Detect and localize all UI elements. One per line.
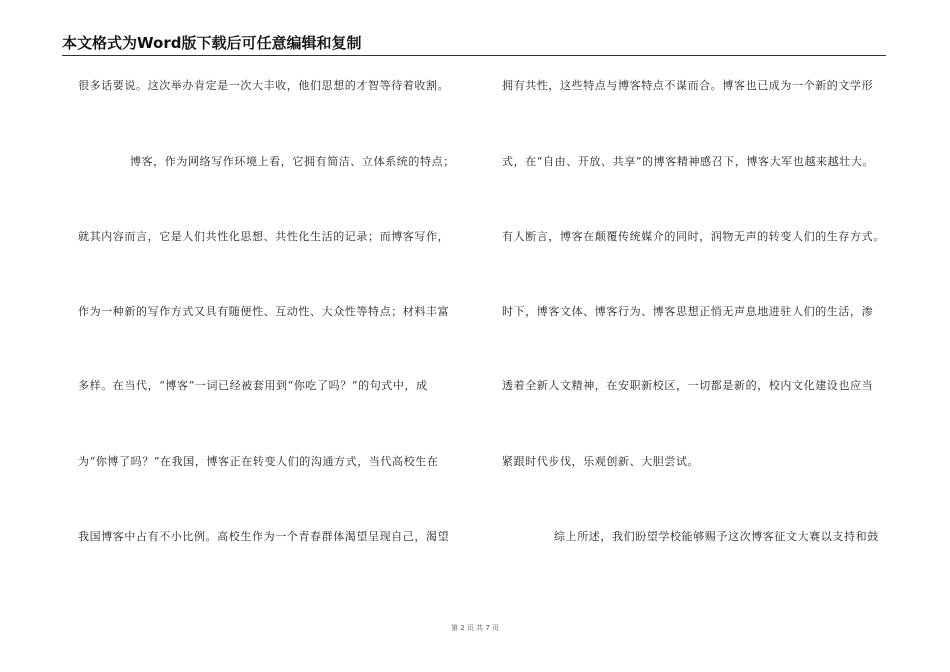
text-line: 综上所述，我们盼望学校能够赐予这次博客征文大赛以支持和鼓	[554, 530, 879, 543]
text-line: 就其内容而言，它是人们共性化思想、共性化生活的记录；而博客写作，	[78, 230, 450, 243]
document-header	[62, 33, 886, 56]
text-line: 我国博客中占有不小比例。高校生作为一个青春群体渴望呈现自己，渴望	[78, 530, 450, 543]
text-line: 透着全新人文精神，在安职新校区，一切都是新的，校内文化建设也应当	[502, 379, 874, 392]
text-line: 多样。在当代，“博客”一词已经被套用到“你吃了吗？”的句式中，成	[78, 379, 428, 392]
text-line: 时下，博客文体、博客行为、博客思想正悄无声息地进驻人们的生活，渗	[502, 305, 874, 318]
page-number: 第 2 页 共 7 页	[450, 624, 500, 632]
text-line: 作为一种新的写作方式又具有随便性、互动性、大众性等特点；材料丰富	[78, 305, 450, 318]
text-line: 很多话要说。这次举办肯定是一次大丰收，他们思想的才智等待着收割。	[78, 79, 450, 92]
text-line: 为“你博了吗？”在我国，博客正在转变人们的沟通方式，当代高校生在	[78, 455, 439, 468]
header-title: 本文格式为Word版下载后可任意编辑和复制	[62, 34, 362, 52]
text-line: 式，在“自由、开放、共享”的博客精神感召下，博客大军也越来越壮大。	[502, 155, 875, 168]
text-line: 有人断言，博客在颠覆传统媒介的同时，润物无声的转变人们的生存方式。	[502, 230, 885, 243]
text-line: 紧跟时代步伐，乐观创新、大胆尝试。	[502, 455, 700, 468]
text-line: 博客，作为网络写作环境上看，它拥有简洁、立体系统的特点；	[130, 155, 455, 168]
text-line: 拥有共性，这些特点与博客特点不谋而合。博客也已成为一个新的文学形	[502, 79, 874, 92]
